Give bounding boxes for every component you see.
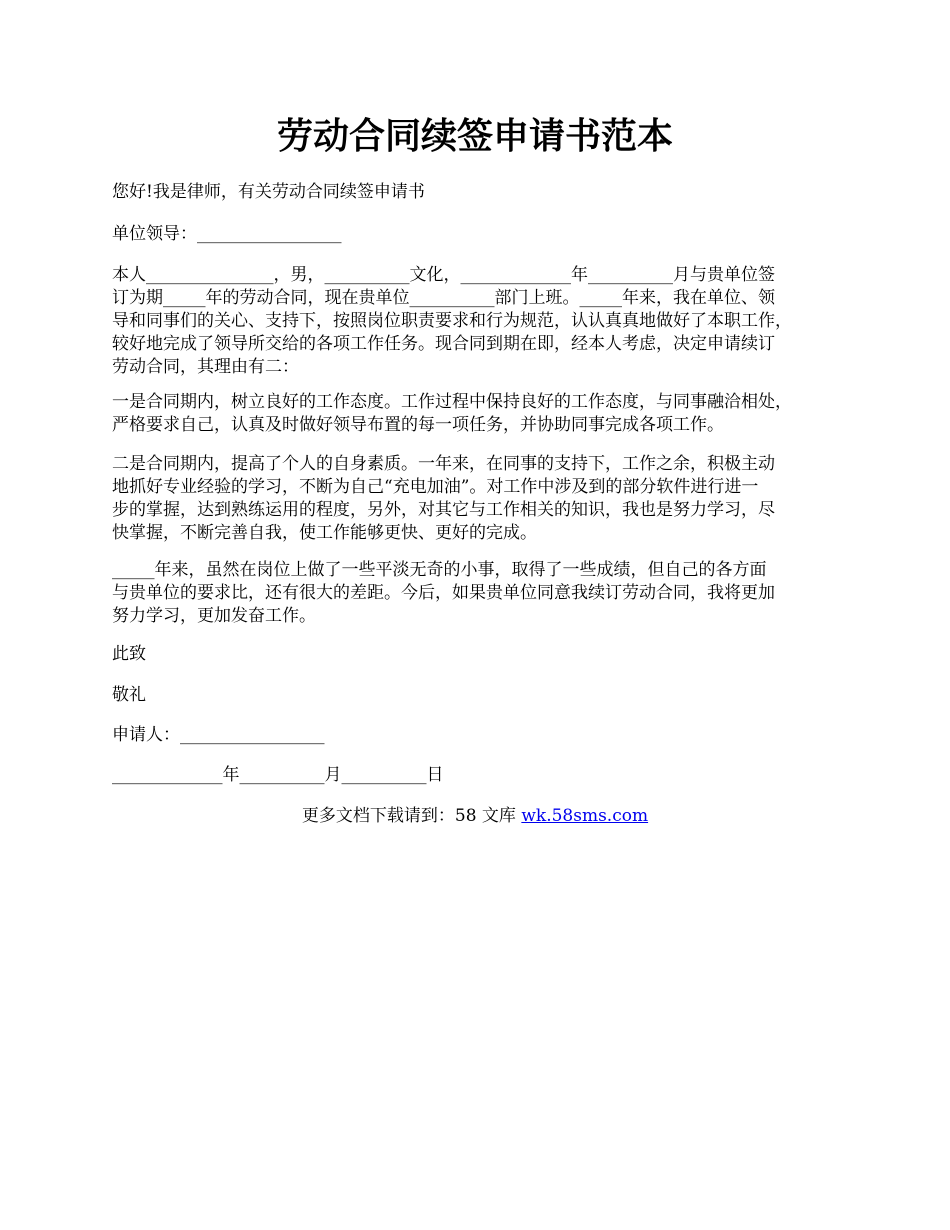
salutation-line <box>112 223 847 246</box>
intro-text: 您好!我是律师，有关劳动合同续签申请书 <box>112 182 425 202</box>
paragraph-3 <box>112 453 847 545</box>
intro-line <box>112 181 847 204</box>
footer <box>0 805 950 828</box>
paragraph-1-line: 劳动合同，其理由有二： <box>112 357 299 377</box>
paragraph-3-line: 二是合同期内，提高了个人的自身素质。一年来，在同事的支持下，工作之余，积极主动 <box>112 454 775 474</box>
document-title: 劳动合同续签申请书范本 <box>276 115 673 157</box>
closing-1-line <box>112 643 847 666</box>
paragraph-1-line: 导和同事们的关心、支持下，按照岗位职责要求和行为规范，认认真真地做好了本职工作， <box>112 311 792 331</box>
paragraph-2-line: 严格要求自己，认真及时做好领导布置的每一项任务，并协助同事完成各项工作。 <box>112 415 724 435</box>
date-text: _____________年__________月__________日 <box>112 765 444 785</box>
paragraph-1 <box>112 264 847 379</box>
paragraph-4 <box>112 559 847 628</box>
closing-1-text: 此致 <box>112 644 146 664</box>
paragraph-3-line: 快掌握，不断完善自我，使工作能够更快、更好的完成。 <box>112 523 537 543</box>
date-line <box>112 764 847 787</box>
paragraph-1-line: 本人_______________，男，__________文化，_____________年__________月与贵单位签 <box>112 265 775 285</box>
paragraph-4-line: 与贵单位的要求比，还有很大的差距。今后，如果贵单位同意我续订劳动合同，我将更加 <box>112 583 775 603</box>
paragraph-3-line: 地抓好专业经验的学习，不断为自己“充电加油”。对工作中涉及到的部分软件进行进一 <box>112 477 759 497</box>
paragraph-1-line: 订为期_____年的劳动合同，现在贵单位__________部门上班。_____年来，我在单位、领 <box>112 288 775 308</box>
closing-2-line <box>112 684 847 707</box>
closing-2-text: 敬礼 <box>112 685 146 705</box>
footer-prefix: 更多文档下载请到：58 文库 <box>301 806 522 826</box>
paragraph-3-line: 步的掌握，达到熟练运用的程度，另外，对其它与工作相关的知识，我也是努力学习，尽 <box>112 500 775 520</box>
applicant-line <box>112 724 847 747</box>
paragraph-2 <box>112 391 847 437</box>
paragraph-1-line: 较好地完成了领导所交给的各项工作任务。现合同到期在即，经本人考虑，决定申请续订 <box>112 334 775 354</box>
paragraph-4-line: _____年来，虽然在岗位上做了一些平淡无奇的小事，取得了一些成绩，但自己的各方面 <box>112 560 767 580</box>
paragraph-4-line: 努力学习，更加发奋工作。 <box>112 606 316 626</box>
paragraph-2-line: 一是合同期内，树立良好的工作态度。工作过程中保持良好的工作态度，与同事融洽相处， <box>112 392 792 412</box>
footer-link[interactable]: wk.58sms.com <box>521 806 649 826</box>
salutation-text: 单位领导：_________________ <box>112 224 342 244</box>
applicant-text: 申请人：_________________ <box>112 725 325 745</box>
